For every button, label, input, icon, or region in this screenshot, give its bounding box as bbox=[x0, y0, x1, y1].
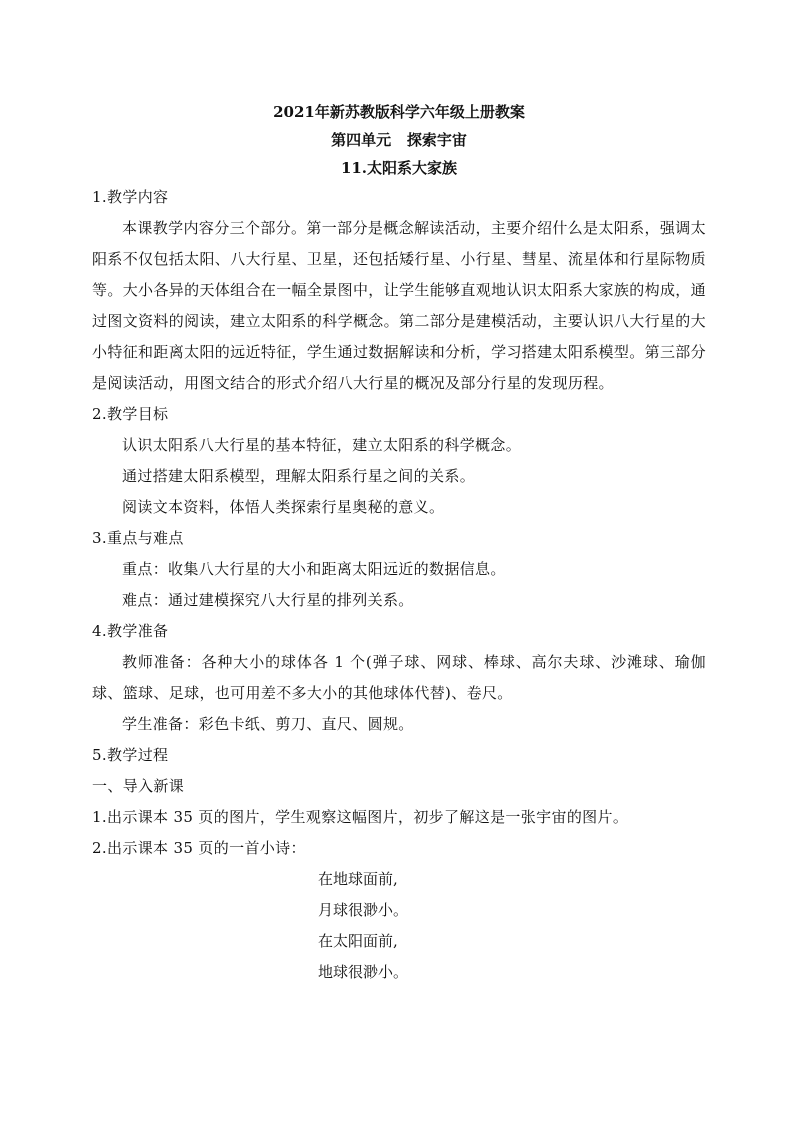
goal-item: 认识太阳系八大行星的基本特征，建立太阳系的科学概念。 bbox=[122, 436, 522, 454]
difficulty-item: 难点：通过建模探究八大行星的排列关系。 bbox=[122, 591, 414, 609]
content-paragraph: 本课教学内容分三个部分。第一部分是概念解读活动，主要介绍什么是太阳系，强调太阳系不仅包括太阳、八大行星、卫星，还包括矮行星、小行星、彗星、流星体和行星际物质等。大小各异的天体组合在一幅全景图中，让学生能够直观地认识太阳系大家族的构成，通过图文资料的阅读，建立太阳系的科学概念。第二部分是建模活动，主要认识八大行星的大小特征和距离太阳的远近特征，学生通过数据解读和分析，学习搭建太阳系模型。第三部分是阅读活动，用图文结合的形式介绍八大行星的概况及部分行星的发现历程。 bbox=[92, 219, 707, 392]
unit-title: 第四单元 探索宇宙 bbox=[331, 131, 467, 149]
goal-item: 通过搭建太阳系模型，理解太阳系行星之间的关系。 bbox=[122, 467, 476, 485]
section-heading-content: 1.教学内容 bbox=[92, 188, 169, 206]
key-point-item: 重点：收集八大行星的大小和距离太阳远近的数据信息。 bbox=[122, 560, 506, 578]
section-heading-process: 5.教学过程 bbox=[92, 746, 169, 764]
poem-line: 在太阳面前, bbox=[318, 932, 398, 950]
poem-line: 在地球面前, bbox=[318, 870, 398, 888]
poem-line: 地球很渺小。 bbox=[318, 963, 409, 981]
student-preparation: 学生准备：彩色卡纸、剪刀、直尺、圆规。 bbox=[122, 715, 414, 733]
poem-line: 月球很渺小。 bbox=[318, 901, 409, 919]
section-heading-key-points: 3.重点与难点 bbox=[92, 529, 184, 547]
teacher-preparation: 教师准备：各种大小的球体各 1 个(弹子球、网球、棒球、高尔夫球、沙滩球、瑜伽球、篮球、足球，也可用差不多大小的其他球体代替)、卷尺。 bbox=[92, 653, 706, 702]
lesson-title: 11.太阳系大家族 bbox=[340, 159, 458, 177]
section-heading-goals: 2.教学目标 bbox=[92, 405, 169, 423]
process-step-1: 1.出示课本 35 页的图片，学生观察这幅图片，初步了解这是一张宇宙的图片。 bbox=[92, 808, 629, 826]
goal-item: 阅读文本资料，体悟人类探索行星奥秘的意义。 bbox=[122, 498, 445, 516]
document-page bbox=[92, 96, 707, 981]
section-heading-preparation: 4.教学准备 bbox=[92, 622, 169, 640]
poem bbox=[318, 864, 408, 988]
process-subheading: 一、导入新课 bbox=[92, 777, 185, 795]
process-step-2: 2.出示课本 35 页的一首小诗： bbox=[92, 839, 306, 857]
document-title: 2021年新苏教版科学六年级上册教案 bbox=[273, 103, 525, 121]
